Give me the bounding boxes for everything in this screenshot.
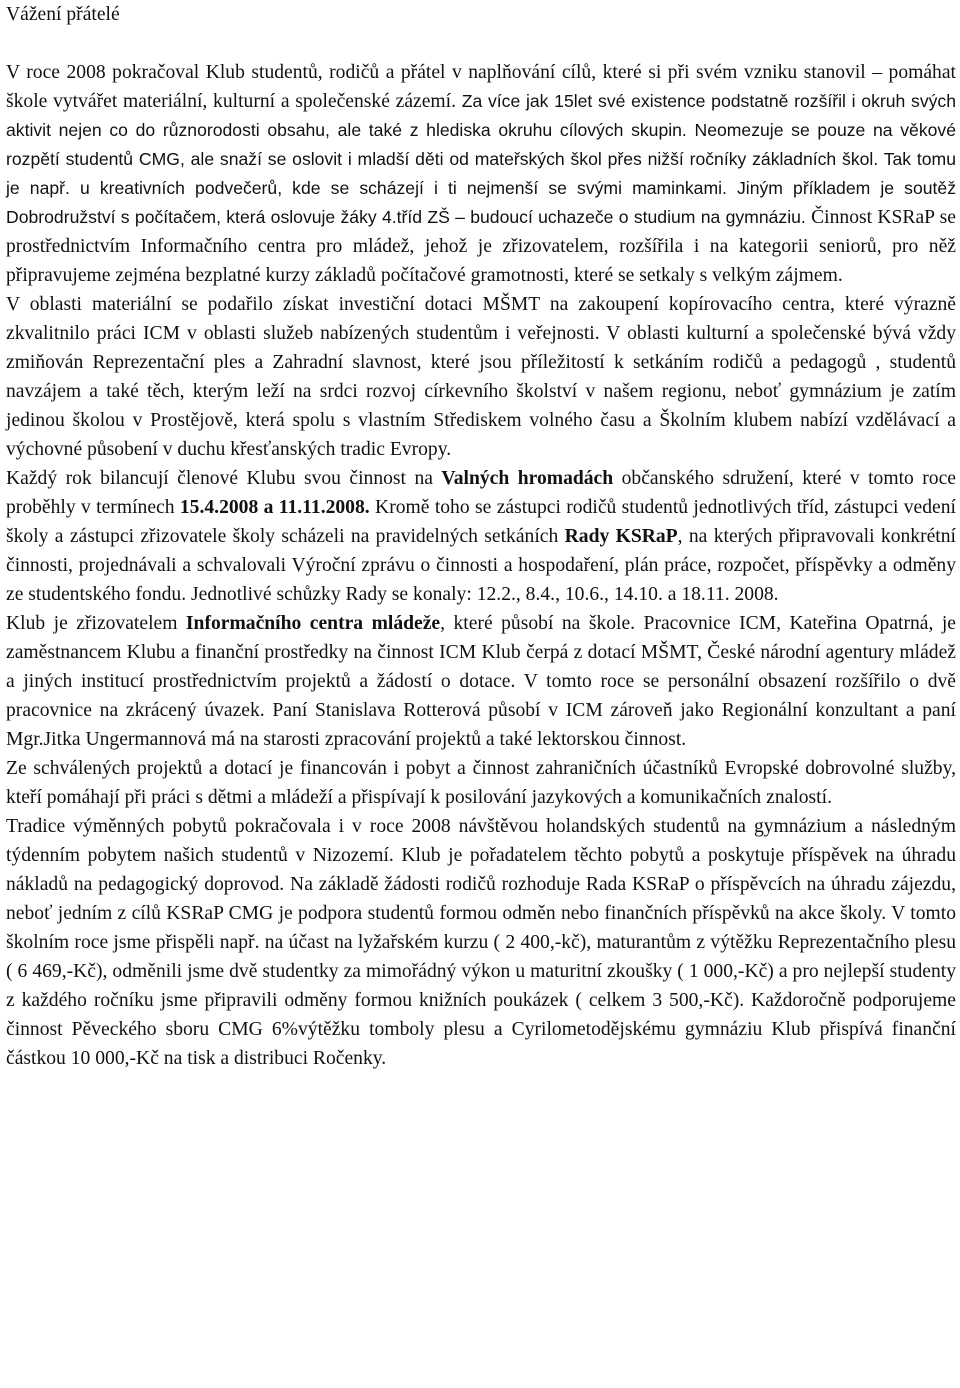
- meetings-text-3: Kromě toho se zástupci rodičů studentů jednotlivých tříd, zástupci vedení školy a zástupci zřizovatele školy scházeli na pravidelných setkáních: [6, 497, 956, 547]
- meetings-text-4: , na kterých připravovali konkrétní činnosti, projednávali a schvalovali Výroční zprávu o činnosti a hospodaření, plán práce, rozpočet, příspěvky a odměny ze studentského fondu. Jednotlivé schůzky Rady se konaly: 12.2., 8.4., 10.6., 14.10. a 18.11. 2008.: [6, 526, 956, 605]
- assembly-dates-bold: 15.4.2008 a 11.11.2008.: [179, 497, 370, 518]
- ksrap-icm-text: Činnost KSRaP se prostřednictvím Informačního centra pro mládež, jehož je zřizovatelem, rozšířila i na kategorii seniorů, pro něž připravujeme zejména bezplatné kurzy základů počítačové gramotnosti, které se setkaly s velkým zájmem.: [6, 207, 956, 286]
- paragraph-exchange-support: Tradice výměnných pobytů pokračovala i v roce 2008 návštěvou holandských studentů na gymnázium a následným týdenním pobytem našich studentů v Nizozemí. Klub je pořadatelem těchto pobytů a poskytuje příspěvek na úhradu nákladů na pedagogický doprovod. Na základě žádosti rodičů rozhoduje Rada KSRaP o příspěvcích na úhradu zájezdu, neboť jedním z cílů KSRaP CMG je podpora studentů formou odměn nebo finančních příspěvků na akce školy. V tomto školním roce jsme přispěli např. na účast na lyžařském kurzu ( 2 400,-kč), maturantům z výtěžku Reprezentačního plesu ( 6 469,-Kč), odměnili jsme dvě studentky za mimořádný výkon u maturitní zkoušky ( 1 000,-Kč) a pro nejlepší studenty z každého ročníku jsme připravili odměny formou knižních poukázek ( celkem 3 500,-Kč). Každoročně podporujeme činnost Pěveckého sboru CMG 6%výtěžku tomboly plesu a Cyrilometodějskému gymnáziu Klub přispívá finanční částkou 10 000,-Kč na tisk a distribuci Ročenky.: [6, 816, 956, 1069]
- document-page: [6, 0, 956, 1073]
- paragraph-evs: Ze schválených projektů a dotací je financován i pobyt a činnost zahraničních účastníků Evropské dobrovolné služby, kteří pomáhají při práci s dětmi a mládeží a přispívají k posilování jazykových a komunikačních znalostí.: [6, 758, 956, 808]
- paragraph-material-cultural: V oblasti materiální se podařilo získat investiční dotaci MŠMT na zakoupení kopírovacího centra, které výrazně zkvalitnilo práci ICM v oblasti služeb nabízených studentům i veřejnosti. V oblasti kulturní a společenské bývá vždy zmiňován Reprezentační ples a Zahradní slavnost, které jsou příležitostí k setkáním rodičů a pedagogů , studentů navzájem a také těch, kterým leží na srdci rozvoj církevního školství v našem regionu, neboť gymnázium je zatím jedinou školou v Prostějově, která spolu s vlastním Střediskem volného času a Školním klubem nabízí vzdělávací a výchovné působení v duchu křesťanských tradic Evropy.: [6, 294, 956, 460]
- icm-text-1: Klub je zřizovatelem: [6, 613, 186, 634]
- general-assembly-bold: Valných hromadách: [441, 468, 614, 489]
- activities-text: Za více jak 15let své existence podstatně rozšířil i okruh svých aktivit nejen co do různorodosti obsahu, ale také z hlediska okruhu cílových skupin. Neomezuje se pouze na věkové rozpětí studentů CMG, ale snaží se oslovit i mladší děti od mateřských škol přes nižší ročníky základních škol. Tak tomu je např. u kreativních podvečerů, kde se scházejí i ti nejmenší se svými maminkami. Jiným příkladem je soutěž Dobrodružství s počítačem, která oslovuje žáky 4.tříd ZŠ – budoucí uchazeče o studium na gymnáziu.: [6, 91, 956, 227]
- meetings-text-1: Každý rok bilancují členové Klubu svou činnost na: [6, 468, 442, 489]
- paragraph-icm: [6, 609, 956, 754]
- icm-text-2: , které působí na škole. Pracovnice ICM, Kateřina Opatrná, je zaměstnancem Klubu a finanční prostředky na činnost ICM Klub čerpá z dotací MŠMT, České národní agentury mládež a jiných institucí prostřednictvím projektů a žádostí o dotace. V tomto roce se personální obsazení rozšířilo o dvě pracovnice na zkrácený úvazek. Paní Stanislava Rotterová působí v ICM zároveň jako Regionální konzultant a paní Mgr.Jitka Ungermannová má na starosti zpracování projektů a také lektorskou činnost.: [6, 613, 956, 750]
- paragraph-mission: [6, 58, 956, 290]
- paragraph-meetings: [6, 464, 956, 609]
- blank-line: [6, 29, 956, 58]
- meetings-text-2: občanského sdružení, které v tomto roce proběhly v termínech: [6, 468, 956, 518]
- mission-sentence: V roce 2008 pokračoval Klub studentů, rodičů a přátel v naplňování cílů, které si při svém vzniku stanovil – pomáhat škole vytvářet materiální, kulturní a společenské zázemí.: [6, 62, 956, 112]
- icm-name-bold: Informačního centra mládeže: [185, 613, 441, 634]
- council-name-bold: Rady KSRaP: [564, 526, 678, 547]
- greeting-heading: Vážení přátelé: [6, 4, 120, 25]
